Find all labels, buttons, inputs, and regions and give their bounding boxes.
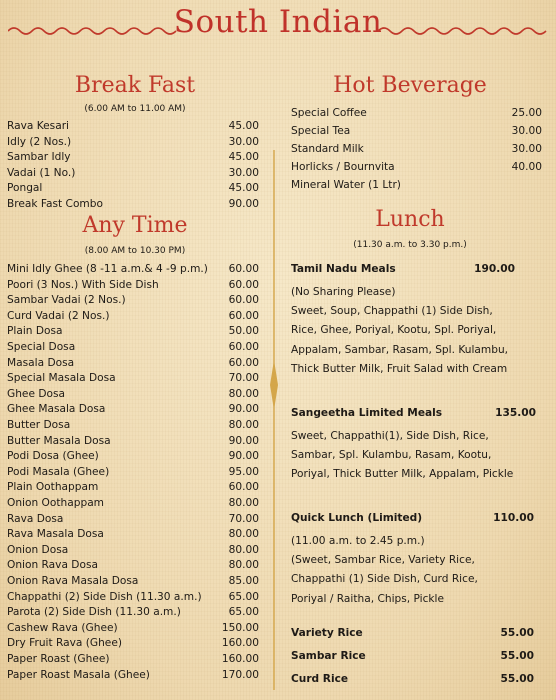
menu-item-price: 60.00 xyxy=(228,341,259,353)
menu-item-name: Sambar Idly xyxy=(7,151,71,164)
menu-item-price: 80.00 xyxy=(228,419,259,431)
right-squiggle-ornament xyxy=(378,22,548,38)
description-line: Sambar, Spl. Kulambu, Rasam, Kootu, xyxy=(291,449,492,462)
menu-item-name: Curd Vadai (2 Nos.) xyxy=(7,309,110,322)
menu-item-price: 80.00 xyxy=(228,528,259,541)
menu-item-price: 30.00 xyxy=(228,135,259,148)
menu-item-name: Podi Masala (Ghee) xyxy=(7,465,110,478)
page-title: South Indian xyxy=(173,4,383,40)
menu-item-name: Ghee Dosa xyxy=(7,387,65,400)
menu-item-name: Idly (2 Nos.) xyxy=(7,135,72,148)
menu-item-name: Parota (2) Side Dish (11.30 a.m.) xyxy=(7,606,181,619)
menu-item-name: Rava Dosa xyxy=(7,512,64,525)
menu-item-name: Onion Rava Masala Dosa xyxy=(7,575,139,587)
menu-item-name: Masala Dosa xyxy=(7,356,75,369)
menu-item-price: 90.00 xyxy=(228,198,259,210)
description-line: Appalam, Sambar, Rasam, Spl. Kulambu, xyxy=(291,343,509,356)
menu-item-name: Plain Dosa xyxy=(7,325,63,338)
menu-item-price: 95.00 xyxy=(228,465,259,478)
menu-item-name: Chappathi (2) Side Dish (11.30 a.m.) xyxy=(7,590,202,603)
menu-item-name: Special Dosa xyxy=(7,341,76,353)
menu-item-name: Butter Masala Dosa xyxy=(7,434,111,447)
menu-item-price: 70.00 xyxy=(228,512,259,525)
menu-item-price: 60.00 xyxy=(228,356,259,369)
description-line: (No Sharing Please) xyxy=(291,286,396,298)
tamil-nadu-meals-name: Tamil Nadu Meals xyxy=(291,263,396,275)
menu-item-price: 80.00 xyxy=(228,387,259,400)
description-line: Rice, Ghee, Poriyal, Kootu, Spl. Poriyal, xyxy=(291,324,497,337)
menu-item-name: Paper Roast Masala (Ghee) xyxy=(7,668,150,681)
anytime-title: Any Time xyxy=(82,213,188,238)
description-line: (Sweet, Sambar Rice, Variety Rice, xyxy=(291,554,475,567)
menu-item-price: 90.00 xyxy=(228,434,259,447)
menu-item-name: Onion Oothappam xyxy=(7,497,104,509)
sangeetha-meals-name: Sangeetha Limited Meals xyxy=(291,407,443,419)
beverage-title: Hot Beverage xyxy=(333,73,487,98)
center-divider-ornament xyxy=(272,150,276,690)
quick-lunch-name: Quick Lunch (Limited) xyxy=(291,512,423,524)
menu-item-name: Plain Oothappam xyxy=(7,481,99,494)
menu-item-price: 45.00 xyxy=(228,182,259,195)
menu-item-name: Mini Idly Ghee (8 -11 a.m.& 4 -9 p.m.) xyxy=(7,263,208,275)
menu-item-name: Special Tea xyxy=(291,125,351,137)
menu-item-name: Dry Fruit Rava (Ghee) xyxy=(7,637,122,650)
menu-item-name: Ghee Masala Dosa xyxy=(7,403,106,416)
menu-item-price: 25.00 xyxy=(511,107,542,119)
description-line: Sweet, Soup, Chappathi (1) Side Dish, xyxy=(291,305,493,318)
menu-item-price: 70.00 xyxy=(228,372,259,385)
description-line: Chappathi (1) Side Dish, Curd Rice, xyxy=(291,573,478,586)
menu-item-price: 80.00 xyxy=(228,497,259,509)
menu-item-name: Cashew Rava (Ghee) xyxy=(7,621,118,634)
description-line: Thick Butter Milk, Fruit Salad with Cream xyxy=(291,362,508,375)
menu-item-name: Onion Rava Dosa xyxy=(7,559,98,572)
menu-item-name: Break Fast Combo xyxy=(7,198,103,210)
menu-item-name: Special Coffee xyxy=(291,107,367,119)
breakfast-title: Break Fast xyxy=(74,73,196,98)
menu-item-name: Special Masala Dosa xyxy=(7,372,116,385)
extra-item-name: Curd Rice xyxy=(291,673,349,685)
breakfast-timing: (6.00 AM to 11.00 AM) xyxy=(84,104,186,114)
description-line: Sweet, Chappathi(1), Side Dish, Rice, xyxy=(291,430,489,442)
tamil-nadu-meals-price: 190.00 xyxy=(474,263,515,275)
left-squiggle-ornament xyxy=(8,22,178,38)
menu-item-price: 45.00 xyxy=(228,120,259,132)
menu-item-price: 150.00 xyxy=(221,621,259,634)
divider-flourish-icon xyxy=(264,360,284,410)
menu-item-name: Horlicks / Bournvita xyxy=(291,161,395,173)
menu-item-price: 30.00 xyxy=(511,125,542,137)
menu-item-name: Rava Masala Dosa xyxy=(7,528,104,541)
menu-item-price: 50.00 xyxy=(228,325,259,338)
menu-item-price: 65.00 xyxy=(228,606,259,619)
extra-item-price: 55.00 xyxy=(500,627,534,639)
menu-item-price: 30.00 xyxy=(511,143,542,155)
menu-item-price: 170.00 xyxy=(221,668,259,681)
menu-item-price: 40.00 xyxy=(511,161,542,173)
menu-item-name: Poori (3 Nos.) With Side Dish xyxy=(7,278,159,291)
menu-item-name: Vadai (1 No.) xyxy=(7,166,76,179)
extra-item-name: Variety Rice xyxy=(291,627,363,639)
menu-item-price: 60.00 xyxy=(228,294,259,307)
menu-item-price: 60.00 xyxy=(228,481,259,494)
description-line: Poriyal / Raitha, Chips, Pickle xyxy=(291,592,445,605)
menu-item-name: Standard Milk xyxy=(291,143,364,155)
menu-item-name: Onion Dosa xyxy=(7,543,69,556)
menu-item-name: Butter Dosa xyxy=(7,419,71,431)
menu-item-price: 80.00 xyxy=(228,543,259,556)
menu-item-price: 85.00 xyxy=(228,575,259,587)
menu-item-price: 60.00 xyxy=(228,278,259,291)
menu-item-price: 30.00 xyxy=(228,166,259,179)
anytime-timing: (8.00 AM to 10.30 PM) xyxy=(84,246,186,256)
menu-item-name: Rava Kesari xyxy=(7,120,69,132)
menu-item-price: 60.00 xyxy=(228,309,259,322)
menu-item-price: 160.00 xyxy=(221,653,259,665)
sangeetha-meals-price: 135.00 xyxy=(495,407,536,419)
menu-item-price: 45.00 xyxy=(228,151,259,164)
menu-item-price: 65.00 xyxy=(228,590,259,603)
lunch-timing: (11.30 a.m. to 3.30 p.m.) xyxy=(353,240,467,250)
menu-item-price: 90.00 xyxy=(228,403,259,416)
menu-item-price: 90.00 xyxy=(228,450,259,463)
menu-item-name: Sambar Vadai (2 Nos.) xyxy=(7,294,126,307)
menu-item-price: 60.00 xyxy=(228,263,259,275)
description-line: (11.00 a.m. to 2.45 p.m.) xyxy=(291,535,425,547)
menu-item-name: Mineral Water (1 Ltr) xyxy=(291,179,401,191)
menu-item-price: 160.00 xyxy=(221,637,259,650)
extra-item-price: 55.00 xyxy=(500,650,534,662)
quick-lunch-price: 110.00 xyxy=(493,512,534,524)
menu-item-name: Pongal xyxy=(7,182,43,195)
description-line: Poriyal, Thick Butter Milk, Appalam, Pickle xyxy=(291,468,514,481)
menu-item-price: 80.00 xyxy=(228,559,259,572)
extra-item-name: Sambar Rice xyxy=(291,650,366,662)
extra-item-price: 55.00 xyxy=(500,673,534,685)
lunch-title: Lunch xyxy=(375,207,445,232)
menu-item-name: Paper Roast (Ghee) xyxy=(7,653,110,665)
menu-item-name: Podi Dosa (Ghee) xyxy=(7,450,99,463)
